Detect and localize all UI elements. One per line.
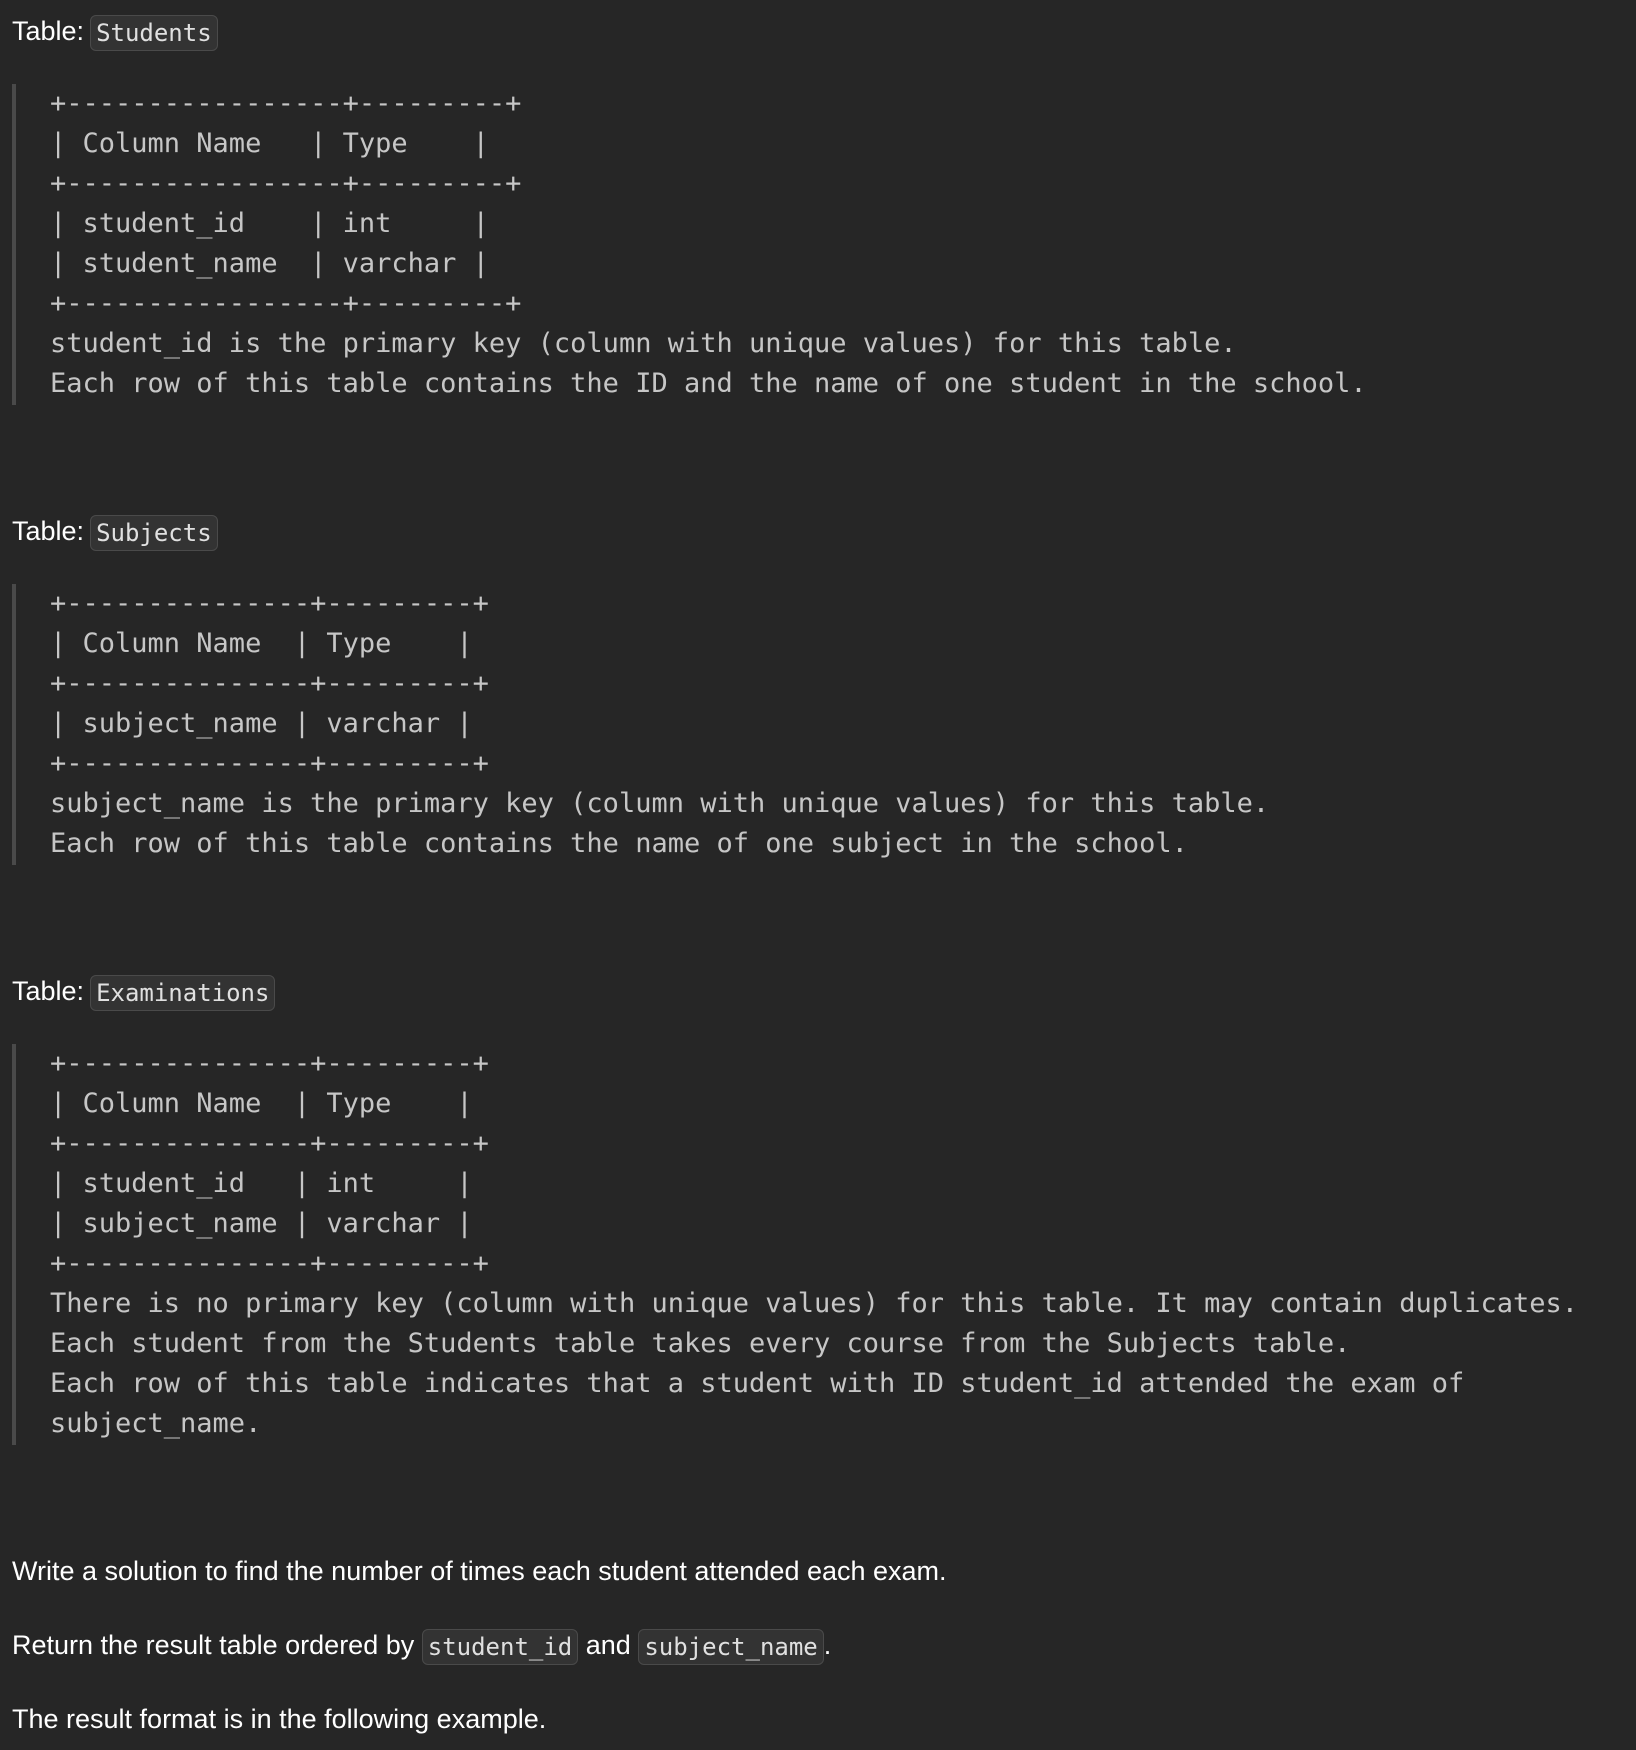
instruction-line-1: Write a solution to find the number of times each student attended each exam. — [12, 1556, 947, 1586]
examinations-table-name: Examinations — [90, 975, 275, 1011]
subjects-table-heading — [12, 511, 218, 551]
examinations-schema-text: +---------------+---------+ | Column Name | Type | +---------------+---------+ | student_id | int | | subject_name | varchar | +---------------+---------+ There is no primary key (column with unique values) for this table. It may contain duplicates. Each student from the Students table takes every course from the Subjects table. Each row of this table indicates that a student with ID student_id attended the exam of subject_name. — [50, 1048, 1579, 1439]
order-column-student-id: student_id — [422, 1629, 579, 1665]
examinations-schema-block — [12, 1044, 1578, 1445]
students-table-name: Students — [90, 15, 218, 51]
subjects-schema-text: +---------------+---------+ | Column Name | Type | +---------------+---------+ | subject_name | varchar | +---------------+---------+ subject_name is the primary key (column with unique values) for this table. Each row of this table contains the name of one subject in the school. — [50, 588, 1270, 859]
subjects-table-name: Subjects — [90, 515, 218, 551]
instruction-line-2-prefix: Return the result table ordered by — [12, 1630, 415, 1660]
instruction-line-3: The result format is in the following example. — [12, 1704, 547, 1734]
instruction-line-2-suffix: . — [823, 1630, 832, 1660]
subjects-label-prefix: Table: — [12, 516, 85, 546]
examinations-table-heading — [12, 971, 275, 1011]
instruction-line-2-and: and — [585, 1630, 631, 1660]
instruction-line-2 — [12, 1625, 831, 1665]
students-schema-text: +-----------------+---------+ | Column Name | Type | +-----------------+---------+ | student_id | int | | student_name | varchar | +-----------------+---------+ student_id is the primary key (column with unique values) for this table. Each row of this table contains the ID and the name of one student in the school. — [50, 88, 1367, 399]
students-table-heading — [12, 11, 218, 51]
subjects-schema-block — [12, 584, 1269, 865]
students-schema-block — [12, 84, 1367, 405]
students-label-prefix: Table: — [12, 16, 85, 46]
examinations-label-prefix: Table: — [12, 976, 85, 1006]
order-column-subject-name: subject_name — [638, 1629, 823, 1665]
